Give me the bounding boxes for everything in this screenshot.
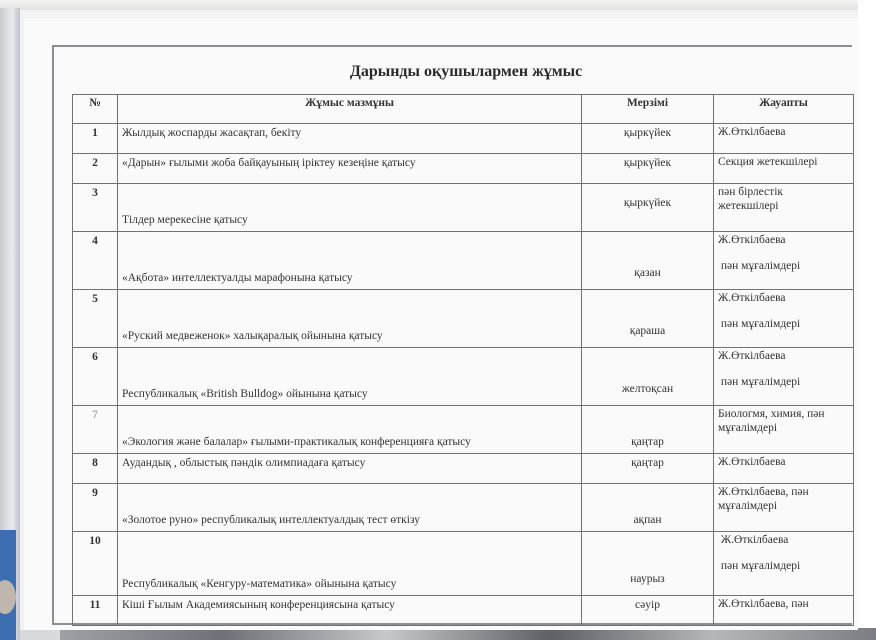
table-row bbox=[73, 232, 854, 290]
row-content: «Экология және балалар» ғылыми-практикалық конференцияға қатысу bbox=[118, 406, 582, 454]
row-responsible bbox=[714, 232, 854, 290]
responsible-line: Секция жетекшілері bbox=[718, 156, 818, 168]
header-number: № bbox=[73, 95, 118, 124]
responsible-line: Ж.Өткілбаева bbox=[718, 350, 786, 362]
row-date: қазан bbox=[582, 232, 714, 290]
row-number: 6 bbox=[73, 348, 118, 406]
row-content: Республикалық «Кенгуру-математика» ойынына қатысу bbox=[118, 532, 582, 596]
row-content: Аудандық , облыстық пәндік олимпиадаға қатысу bbox=[118, 454, 582, 484]
header-date: Мерзімі bbox=[582, 95, 714, 124]
responsible-line: Ж.Өткілбаева bbox=[718, 234, 786, 246]
row-responsible bbox=[714, 290, 854, 348]
responsible-line: Ж.Өткілбаева bbox=[718, 534, 789, 546]
table-row bbox=[73, 532, 854, 596]
row-date: сәуір bbox=[582, 596, 714, 626]
row-content: Республикалық «British Bulldog» ойынына қатысу bbox=[118, 348, 582, 406]
responsible-line: пән мұғалімдері bbox=[718, 318, 801, 330]
responsible-line: Биологмя, химия, пән bbox=[718, 408, 825, 420]
responsible-line: Ж.Өткілбаева bbox=[718, 456, 786, 468]
row-date: қараша bbox=[582, 290, 714, 348]
table-row bbox=[73, 596, 854, 626]
row-responsible bbox=[714, 596, 854, 626]
responsible-line: мұғалімдері bbox=[718, 422, 778, 434]
row-responsible bbox=[714, 406, 854, 454]
row-number: 5 bbox=[73, 290, 118, 348]
row-date: қыркүйек bbox=[582, 184, 714, 232]
row-content: «Ақбота» интеллектуалды марафонына қатысу bbox=[118, 232, 582, 290]
header-content: Жұмыс мазмұны bbox=[118, 95, 582, 124]
row-number: 8 bbox=[73, 454, 118, 484]
scan-right-margin bbox=[858, 0, 876, 640]
row-date: желтоқсан bbox=[582, 348, 714, 406]
row-number: 4 bbox=[73, 232, 118, 290]
responsible-line: пән мұғалімдері bbox=[718, 260, 801, 272]
responsible-line: жетекшілері bbox=[718, 200, 779, 212]
responsible-line: пән бірлестік bbox=[718, 186, 783, 198]
row-responsible bbox=[714, 454, 854, 484]
row-responsible bbox=[714, 484, 854, 532]
table-row bbox=[73, 154, 854, 184]
row-content: «Золотое руно» республикалық интеллектуалдық тест өткізу bbox=[118, 484, 582, 532]
row-responsible bbox=[714, 154, 854, 184]
table-row bbox=[73, 184, 854, 232]
row-number: 9 bbox=[73, 484, 118, 532]
responsible-line: Ж.Өткілбаева bbox=[718, 292, 786, 304]
table-row bbox=[73, 290, 854, 348]
work-plan-table bbox=[72, 94, 854, 626]
table-row bbox=[73, 124, 854, 154]
responsible-line: пән мұғалімдері bbox=[718, 376, 801, 388]
row-date: қыркүйек bbox=[582, 154, 714, 184]
row-responsible bbox=[714, 348, 854, 406]
table-row bbox=[73, 406, 854, 454]
row-responsible bbox=[714, 184, 854, 232]
row-number: 3 bbox=[73, 184, 118, 232]
row-date: қаңтар bbox=[582, 406, 714, 454]
row-content: «Дарын» ғылыми жоба байқауының іріктеу кезеңіне қатысу bbox=[118, 154, 582, 184]
responsible-line: пән мұғалімдері bbox=[718, 560, 801, 572]
table-header-row bbox=[73, 95, 854, 124]
table-row bbox=[73, 454, 854, 484]
row-number: 11 bbox=[73, 596, 118, 626]
row-date: наурыз bbox=[582, 532, 714, 596]
row-content: Тілдер мерекесіне қатысу bbox=[118, 184, 582, 232]
row-content: «Руский медвеженок» халықаралық ойынына қатысу bbox=[118, 290, 582, 348]
row-number: 7 bbox=[73, 406, 118, 454]
responsible-line: Ж.Өткілбаева, пән bbox=[718, 598, 809, 610]
row-content: Жылдық жоспарды жасақтап, бекіту bbox=[118, 124, 582, 154]
row-date: қыркүйек bbox=[582, 124, 714, 154]
row-date: ақпан bbox=[582, 484, 714, 532]
table-row bbox=[73, 348, 854, 406]
responsible-line: Ж.Өткілбаева bbox=[718, 126, 786, 138]
row-content: Кіші Ғылым Академиясының конференциясына қатысу bbox=[118, 596, 582, 626]
row-responsible bbox=[714, 124, 854, 154]
scan-top-strip bbox=[0, 0, 876, 10]
document-title: Дарынды оқушылармен жұмыс bbox=[349, 63, 583, 80]
row-number: 1 bbox=[73, 124, 118, 154]
responsible-line: мұғалімдері bbox=[718, 500, 778, 512]
header-responsible: Жауапты bbox=[714, 95, 854, 124]
row-number: 2 bbox=[73, 154, 118, 184]
row-number: 10 bbox=[73, 532, 118, 596]
responsible-line: Ж.Өткілбаева, пән bbox=[718, 486, 809, 498]
row-responsible bbox=[714, 532, 854, 596]
row-date: қаңтар bbox=[582, 454, 714, 484]
table-row bbox=[73, 484, 854, 532]
